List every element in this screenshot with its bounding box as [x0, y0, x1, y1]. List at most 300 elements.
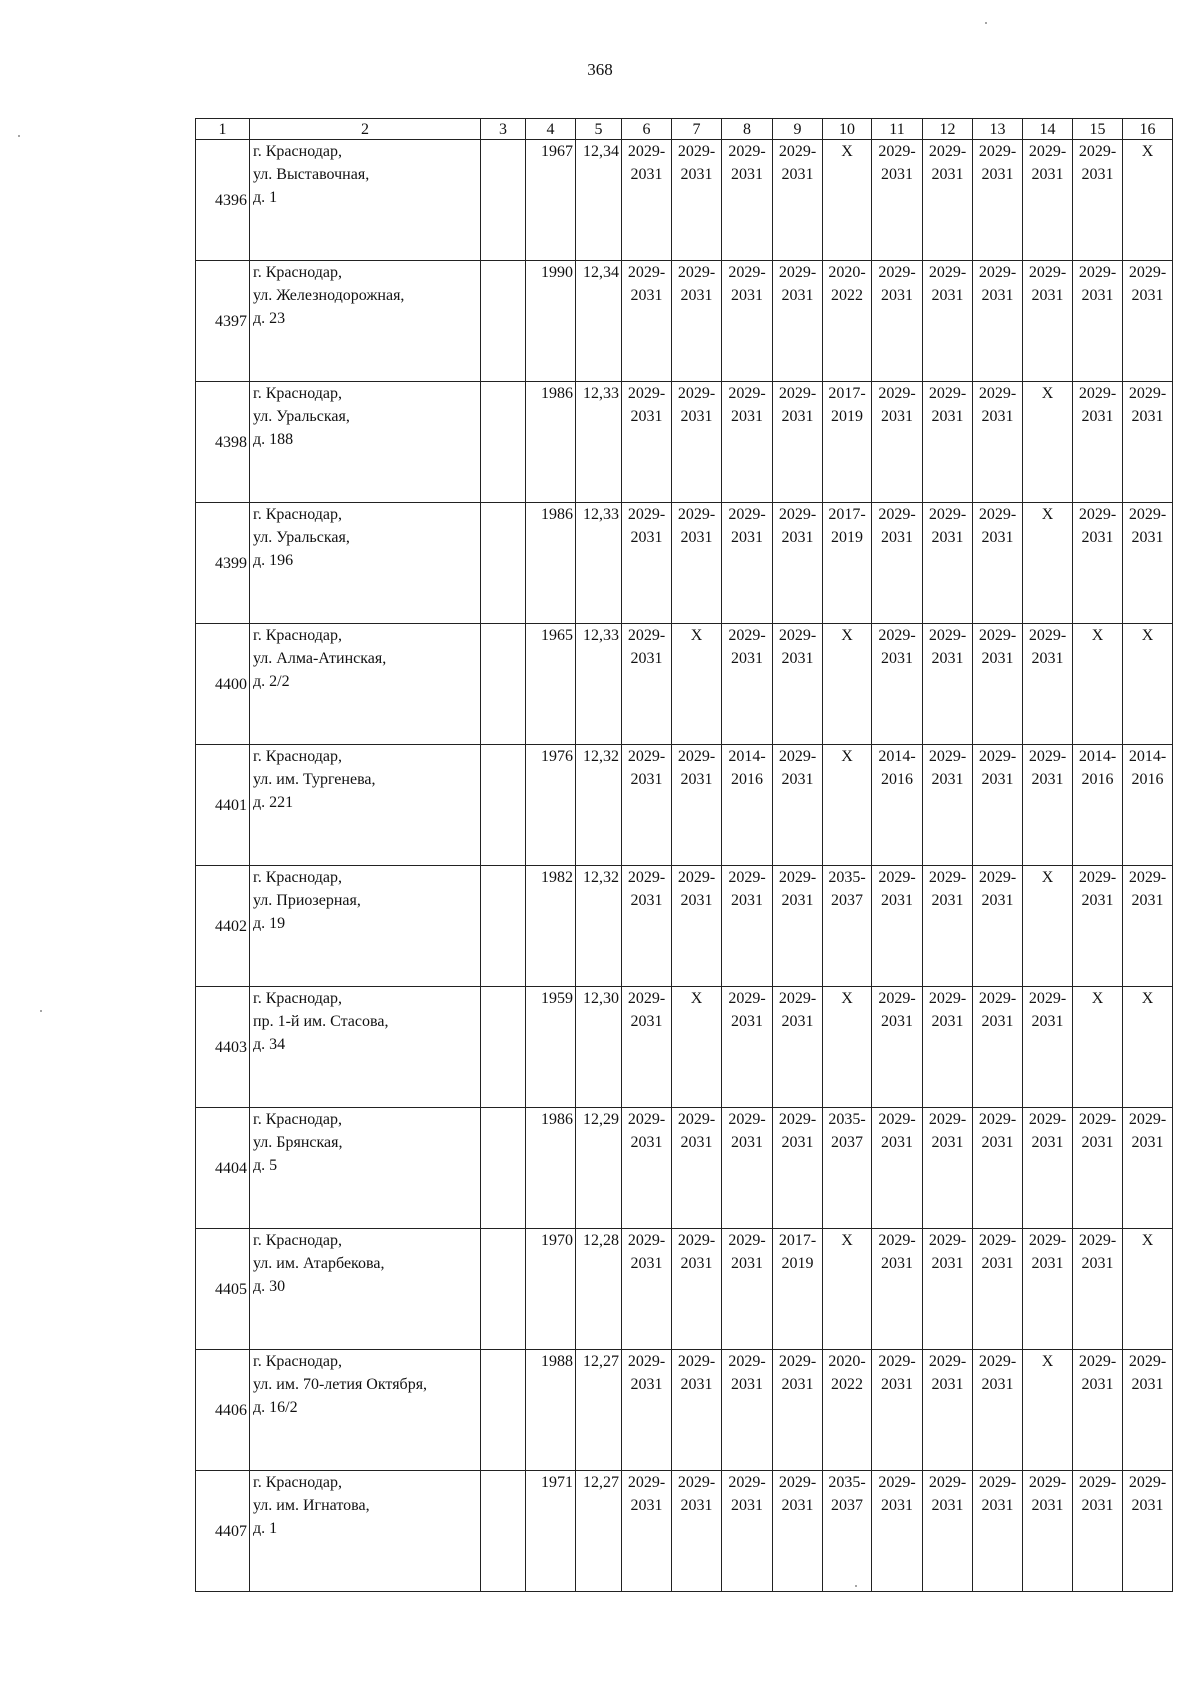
period-text: 2029- 2031: [1028, 1474, 1067, 1514]
period-text: 2029- 2031: [778, 385, 817, 425]
period-text: 2029- 2031: [1078, 1232, 1117, 1272]
period-cell: [1123, 1229, 1173, 1350]
period-text: 2029- 2031: [978, 990, 1017, 1030]
period-cell: [872, 745, 923, 866]
address-line: ул. Приозерная,: [253, 892, 361, 909]
period-text: 2029- 2031: [978, 1111, 1017, 1151]
period-text: 2029- 2031: [1128, 385, 1167, 425]
period-text: 2029- 2031: [878, 506, 916, 546]
period-text: 2029- 2031: [978, 627, 1017, 667]
period-text: 2029- 2031: [728, 1232, 766, 1272]
period-cell: [773, 866, 823, 987]
period-cell: [672, 1350, 722, 1471]
column-header-16: 16: [1123, 119, 1173, 140]
value-cell: 12,34: [576, 140, 622, 261]
column-header-5: 5: [576, 119, 622, 140]
period-text: X: [841, 1232, 853, 1249]
value-cell: 12,28: [576, 1229, 622, 1350]
table-header: [196, 119, 1173, 140]
column-header-12: 12: [923, 119, 973, 140]
period-cell: [722, 1108, 773, 1229]
period-text: 2029- 2031: [728, 264, 766, 304]
year-cell: 1971: [526, 1471, 576, 1592]
period-cell: [773, 1471, 823, 1592]
period-cell: [872, 382, 923, 503]
row-number-cell: 4403: [196, 987, 250, 1108]
period-cell: [823, 1108, 872, 1229]
period-cell: [622, 1108, 672, 1229]
table-row: [196, 745, 1173, 866]
period-text: 2029- 2031: [1078, 264, 1117, 304]
period-text: 2029- 2031: [1028, 264, 1067, 304]
period-text: 2029- 2031: [1078, 1111, 1117, 1151]
period-cell: [672, 987, 722, 1108]
period-cell: [1023, 1229, 1073, 1350]
period-cell: [672, 745, 722, 866]
period-text: X: [1141, 1232, 1154, 1249]
period-cell: [672, 624, 722, 745]
period-cell: [1073, 866, 1123, 987]
period-text: 2029- 2031: [627, 748, 666, 788]
period-text: X: [1041, 1353, 1054, 1370]
year-cell: 1990: [526, 261, 576, 382]
period-cell: [622, 1229, 672, 1350]
period-cell: [722, 140, 773, 261]
column-header-10: 10: [823, 119, 872, 140]
period-cell: [722, 261, 773, 382]
row-number-cell: 4407: [196, 1471, 250, 1592]
year-cell: 1970: [526, 1229, 576, 1350]
period-text: 2014- 2016: [878, 748, 916, 788]
address-line: д. 221: [253, 794, 294, 811]
period-cell: [872, 503, 923, 624]
period-cell: [872, 1350, 923, 1471]
column-header-9: 9: [773, 119, 823, 140]
year-cell: 1986: [526, 382, 576, 503]
period-cell: [622, 987, 672, 1108]
address-line: ул. Выставочная,: [253, 166, 370, 183]
row-number-cell: 4401: [196, 745, 250, 866]
address-cell: [250, 1108, 481, 1229]
address-line: г. Краснодар,: [253, 869, 342, 886]
column-number-row: [196, 119, 1173, 140]
period-text: 2029- 2031: [978, 143, 1017, 183]
table-row: [196, 382, 1173, 503]
period-cell: [923, 382, 973, 503]
period-cell: [722, 1471, 773, 1592]
address-line: г. Краснодар,: [253, 1353, 342, 1370]
period-text: 2029- 2031: [928, 990, 967, 1030]
period-cell: [1123, 261, 1173, 382]
period-text: 2029- 2031: [928, 869, 967, 909]
period-text: 2029- 2031: [728, 1111, 766, 1151]
period-cell: [1073, 624, 1123, 745]
period-cell: [773, 382, 823, 503]
period-text: 2029- 2031: [778, 143, 817, 183]
period-cell: [973, 1229, 1023, 1350]
period-text: 2014- 2016: [728, 748, 766, 788]
column-header-8: 8: [722, 119, 773, 140]
period-text: 2029- 2031: [677, 748, 716, 788]
period-text: 2029- 2031: [1078, 869, 1117, 909]
empty-cell: [481, 1471, 526, 1592]
value-cell: 12,27: [576, 1471, 622, 1592]
period-text: 2029- 2031: [878, 385, 916, 425]
period-text: 2029- 2031: [778, 1111, 817, 1151]
address-line: ул. им. Игнатова,: [253, 1497, 370, 1514]
table-row: [196, 261, 1173, 382]
period-cell: [1023, 745, 1073, 866]
period-cell: [1123, 866, 1173, 987]
period-text: 2029- 2031: [627, 385, 666, 425]
address-line: ул. Брянская,: [253, 1134, 343, 1151]
period-cell: [1073, 1350, 1123, 1471]
year-cell: 1967: [526, 140, 576, 261]
period-text: 2029- 2031: [728, 990, 766, 1030]
period-text: 2029- 2031: [928, 627, 967, 667]
period-cell: [622, 745, 672, 866]
table-row: [196, 1108, 1173, 1229]
row-number-cell: 4397: [196, 261, 250, 382]
period-text: 2029- 2031: [878, 1232, 916, 1272]
period-text: 2029- 2031: [1128, 506, 1167, 546]
period-text: 2029- 2031: [627, 1353, 666, 1393]
period-cell: [672, 866, 722, 987]
period-text: 2029- 2031: [928, 748, 967, 788]
empty-cell: [481, 624, 526, 745]
period-text: X: [841, 990, 853, 1007]
period-text: 2029- 2031: [778, 264, 817, 304]
period-cell: [773, 1350, 823, 1471]
period-text: 2029- 2031: [677, 264, 716, 304]
period-cell: [923, 1471, 973, 1592]
year-cell: 1976: [526, 745, 576, 866]
period-cell: [1023, 987, 1073, 1108]
period-text: 2029- 2031: [1028, 143, 1067, 183]
period-cell: [823, 1229, 872, 1350]
address-line: д. 23: [253, 310, 286, 327]
address-line: д. 2/2: [253, 673, 290, 690]
value-cell: 12,33: [576, 503, 622, 624]
period-text: 2029- 2031: [928, 143, 967, 183]
period-cell: [1073, 987, 1123, 1108]
address-cell: [250, 1350, 481, 1471]
period-cell: [1023, 140, 1073, 261]
period-text: 2029- 2031: [978, 1232, 1017, 1272]
period-text: 2029- 2031: [778, 627, 817, 667]
period-text: 2029- 2031: [1128, 1353, 1167, 1393]
value-cell: 12,29: [576, 1108, 622, 1229]
period-text: 2029- 2031: [1128, 264, 1167, 304]
period-cell: [672, 140, 722, 261]
column-header-13: 13: [973, 119, 1023, 140]
period-text: 2029- 2031: [627, 264, 666, 304]
period-cell: [622, 624, 672, 745]
period-text: 2029- 2031: [878, 627, 916, 667]
period-text: 2029- 2031: [878, 1111, 916, 1151]
period-text: 2029- 2031: [677, 1474, 716, 1514]
table-row: [196, 1471, 1173, 1592]
period-cell: [923, 866, 973, 987]
period-cell: [672, 382, 722, 503]
period-text: 2029- 2031: [627, 143, 666, 183]
period-cell: [823, 261, 872, 382]
period-text: X: [1041, 869, 1054, 886]
column-header-11: 11: [872, 119, 923, 140]
period-text: 2029- 2031: [728, 1474, 766, 1514]
address-cell: [250, 503, 481, 624]
value-cell: 12,32: [576, 745, 622, 866]
period-text: 2029- 2031: [627, 1232, 666, 1272]
address-line: г. Краснодар,: [253, 627, 342, 644]
period-cell: [923, 745, 973, 866]
scan-speck: [18, 135, 20, 137]
period-cell: [923, 987, 973, 1108]
period-text: 2029- 2031: [1078, 385, 1117, 425]
period-cell: [672, 1229, 722, 1350]
address-line: д. 5: [253, 1157, 278, 1174]
period-cell: [722, 382, 773, 503]
period-cell: [622, 140, 672, 261]
year-cell: 1986: [526, 1108, 576, 1229]
period-cell: [622, 1350, 672, 1471]
period-text: 2029- 2031: [878, 990, 916, 1030]
period-cell: [973, 1471, 1023, 1592]
period-cell: [923, 624, 973, 745]
scan-speck: [985, 22, 987, 24]
period-text: 2029- 2031: [928, 385, 967, 425]
empty-cell: [481, 1108, 526, 1229]
registry-table: [195, 118, 1173, 1592]
period-cell: [722, 987, 773, 1108]
period-text: 2029- 2031: [1028, 1232, 1067, 1272]
value-cell: 12,33: [576, 382, 622, 503]
period-cell: [1023, 1108, 1073, 1229]
scan-speck: [855, 1585, 857, 1587]
row-number-cell: 4402: [196, 866, 250, 987]
period-cell: [1023, 1350, 1073, 1471]
address-cell: [250, 1229, 481, 1350]
period-cell: [923, 1108, 973, 1229]
period-cell: [973, 866, 1023, 987]
period-text: 2014- 2016: [1128, 748, 1167, 788]
period-text: 2029- 2031: [928, 1232, 967, 1272]
period-text: 2029- 2031: [928, 264, 967, 304]
period-cell: [773, 987, 823, 1108]
period-text: 2029- 2031: [778, 990, 817, 1030]
column-header-15: 15: [1073, 119, 1123, 140]
period-text: 2029- 2031: [677, 1111, 716, 1151]
period-text: 2029- 2031: [1078, 1353, 1117, 1393]
period-cell: [872, 1229, 923, 1350]
empty-cell: [481, 140, 526, 261]
period-cell: [872, 1471, 923, 1592]
year-cell: 1982: [526, 866, 576, 987]
table-row: [196, 1229, 1173, 1350]
row-number-cell: 4399: [196, 503, 250, 624]
row-number-cell: 4400: [196, 624, 250, 745]
period-cell: [622, 503, 672, 624]
address-line: пр. 1-й им. Стасова,: [253, 1013, 389, 1030]
empty-cell: [481, 866, 526, 987]
period-text: 2029- 2031: [627, 869, 666, 909]
address-line: д. 188: [253, 431, 294, 448]
period-cell: [823, 140, 872, 261]
address-cell: [250, 987, 481, 1108]
period-cell: [722, 1229, 773, 1350]
period-text: 2029- 2031: [677, 143, 716, 183]
period-text: X: [841, 748, 853, 765]
period-text: 2014- 2016: [1078, 748, 1117, 788]
period-text: 2029- 2031: [1028, 627, 1067, 667]
period-cell: [773, 745, 823, 866]
period-text: 2029- 2031: [677, 385, 716, 425]
period-text: 2029- 2031: [627, 1474, 666, 1514]
row-number-cell: 4404: [196, 1108, 250, 1229]
period-text: X: [841, 627, 853, 644]
period-text: 2029- 2031: [978, 1353, 1017, 1393]
period-text: 2029- 2031: [728, 385, 766, 425]
page-number: 368: [587, 60, 613, 79]
period-text: 2029- 2031: [728, 143, 766, 183]
period-cell: [773, 140, 823, 261]
period-cell: [722, 624, 773, 745]
period-text: 2029- 2031: [878, 1353, 916, 1393]
period-cell: [773, 1229, 823, 1350]
period-text: 2035- 2037: [828, 869, 866, 909]
period-text: 2029- 2031: [1078, 1474, 1117, 1514]
period-text: 2029- 2031: [1128, 869, 1167, 909]
period-cell: [973, 382, 1023, 503]
period-text: X: [1091, 990, 1104, 1007]
period-text: 2029- 2031: [978, 385, 1017, 425]
value-cell: 12,34: [576, 261, 622, 382]
period-text: 2029- 2031: [928, 1111, 967, 1151]
period-cell: [1123, 1471, 1173, 1592]
address-line: д. 30: [253, 1278, 286, 1295]
period-cell: [722, 503, 773, 624]
period-cell: [1073, 745, 1123, 866]
period-text: 2029- 2031: [627, 627, 666, 667]
period-text: X: [690, 627, 703, 644]
period-cell: [823, 987, 872, 1108]
period-cell: [1023, 624, 1073, 745]
table-row: [196, 987, 1173, 1108]
period-cell: [973, 140, 1023, 261]
column-header-4: 4: [526, 119, 576, 140]
period-cell: [973, 1108, 1023, 1229]
period-cell: [1023, 866, 1073, 987]
empty-cell: [481, 987, 526, 1108]
period-cell: [1073, 1108, 1123, 1229]
period-text: 2017- 2019: [778, 1232, 817, 1272]
period-cell: [872, 1108, 923, 1229]
address-cell: [250, 866, 481, 987]
table-row: [196, 866, 1173, 987]
period-cell: [1023, 382, 1073, 503]
period-text: 2029- 2031: [1128, 1111, 1167, 1151]
row-number-cell: 4405: [196, 1229, 250, 1350]
period-cell: [973, 624, 1023, 745]
value-cell: 12,32: [576, 866, 622, 987]
address-line: г. Краснодар,: [253, 385, 342, 402]
table-row: [196, 624, 1173, 745]
year-cell: 1988: [526, 1350, 576, 1471]
period-cell: [672, 261, 722, 382]
address-line: г. Краснодар,: [253, 264, 342, 281]
period-cell: [1073, 382, 1123, 503]
address-line: г. Краснодар,: [253, 506, 342, 523]
empty-cell: [481, 745, 526, 866]
column-header-1: 1: [196, 119, 250, 140]
period-cell: [1073, 140, 1123, 261]
empty-cell: [481, 382, 526, 503]
address-line: ул. Алма-Атинская,: [253, 650, 387, 667]
period-text: 2029- 2031: [978, 869, 1017, 909]
period-text: 2029- 2031: [627, 506, 666, 546]
period-text: 2029- 2031: [778, 1474, 817, 1514]
period-cell: [1073, 1229, 1123, 1350]
period-cell: [923, 503, 973, 624]
period-cell: [823, 1471, 872, 1592]
period-text: 2029- 2031: [978, 748, 1017, 788]
empty-cell: [481, 1350, 526, 1471]
period-text: 2029- 2031: [978, 506, 1017, 546]
period-cell: [823, 503, 872, 624]
period-text: 2020- 2022: [828, 264, 866, 304]
period-cell: [773, 624, 823, 745]
scan-speck: [40, 1010, 42, 1012]
period-cell: [872, 866, 923, 987]
value-cell: 12,30: [576, 987, 622, 1108]
empty-cell: [481, 261, 526, 382]
period-text: 2029- 2031: [928, 1474, 967, 1514]
address-line: г. Краснодар,: [253, 143, 342, 160]
period-text: 2029- 2031: [627, 990, 666, 1030]
period-text: 2029- 2031: [778, 748, 817, 788]
period-cell: [722, 745, 773, 866]
period-text: 2029- 2031: [878, 143, 916, 183]
period-text: X: [1091, 627, 1104, 644]
period-cell: [923, 261, 973, 382]
period-text: 2029- 2031: [978, 1474, 1017, 1514]
period-cell: [1123, 382, 1173, 503]
period-text: 2029- 2031: [1028, 1111, 1067, 1151]
period-cell: [973, 261, 1023, 382]
period-text: 2029- 2031: [1078, 506, 1117, 546]
period-text: X: [1141, 143, 1154, 160]
period-cell: [1073, 261, 1123, 382]
period-cell: [672, 1471, 722, 1592]
period-cell: [1123, 1350, 1173, 1471]
address-cell: [250, 261, 481, 382]
period-text: 2029- 2031: [978, 264, 1017, 304]
column-header-3: 3: [481, 119, 526, 140]
period-text: 2029- 2031: [728, 1353, 766, 1393]
row-number-cell: 4406: [196, 1350, 250, 1471]
period-cell: [872, 140, 923, 261]
period-text: 2029- 2031: [778, 1353, 817, 1393]
address-line: г. Краснодар,: [253, 1111, 342, 1128]
address-cell: [250, 1471, 481, 1592]
period-cell: [1123, 745, 1173, 866]
empty-cell: [481, 503, 526, 624]
row-number-cell: 4398: [196, 382, 250, 503]
year-cell: 1965: [526, 624, 576, 745]
value-cell: 12,27: [576, 1350, 622, 1471]
period-text: X: [690, 990, 703, 1007]
period-cell: [1123, 140, 1173, 261]
